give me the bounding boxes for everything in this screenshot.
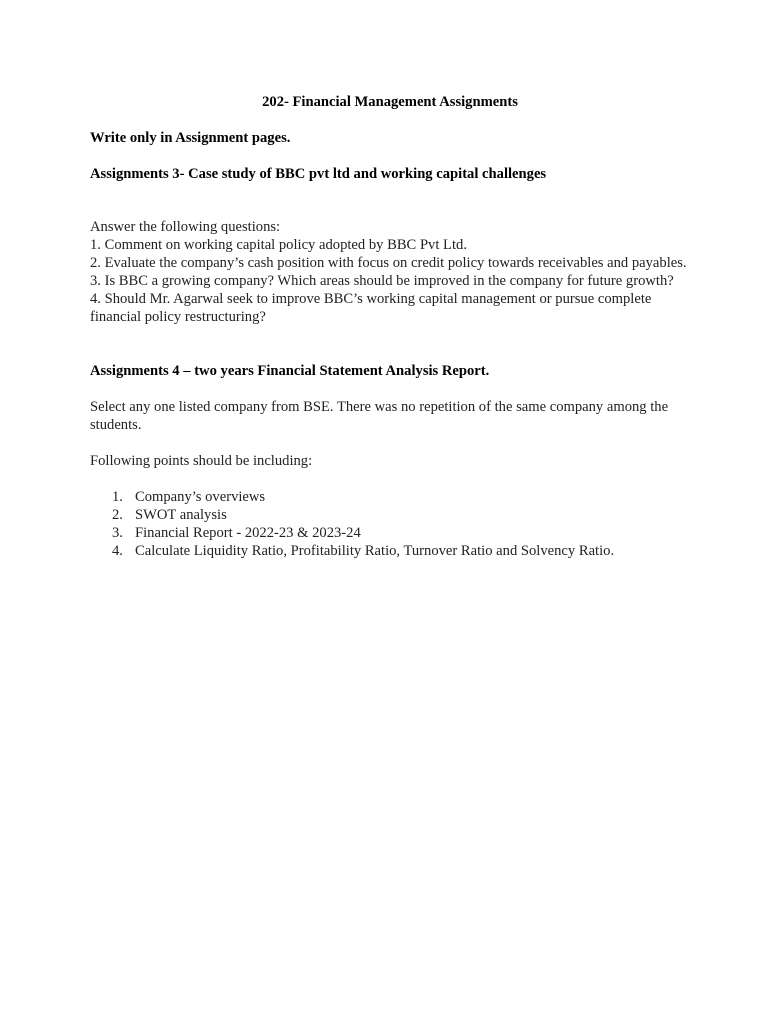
assignment4-description: Select any one listed company from BSE. There was no repetition of the same company among the students. [90,399,669,433]
assignment3-question: 3. Is BBC a growing company? Which areas should be improved in the company for future growth? [90,273,674,289]
list-item-text: Calculate Liquidity Ratio, Profitability Ratio, Turnover Ratio and Solvency Ratio. [135,543,615,559]
list-item-text: Financial Report - 2022-23 & 2023-24 [135,525,361,541]
assignment3-question: 2. Evaluate the company’s cash position with focus on credit policy towards receivables and payables. [90,255,687,271]
list-item-number: 3. [112,525,123,541]
list-item [90,506,690,524]
list-item-text: SWOT analysis [135,507,227,523]
assignment4-points-list [90,488,690,560]
list-item [90,488,690,506]
list-item-number: 1. [112,489,123,505]
assignment3-question: 1. Comment on working capital policy adopted by BBC Pvt Ltd. [90,237,467,253]
instruction-text: Write only in Assignment pages. [90,130,291,146]
document-page [90,93,690,560]
list-item-number: 4. [112,543,123,559]
assignment3-intro: Answer the following questions: [90,219,281,235]
list-item [90,542,690,560]
document-title: 202- Financial Management Assignments [262,94,518,110]
assignment3-question: 4. Should Mr. Agarwal seek to improve BBC’s working capital management or pursue complete financial policy restructuring? [90,291,652,325]
list-item [90,524,690,542]
assignment4-points-intro: Following points should be including: [90,453,313,469]
assignment3-heading: Assignments 3- Case study of BBC pvt ltd and working capital challenges [90,166,547,182]
assignment4-heading: Assignments 4 – two years Financial Statement Analysis Report. [90,363,490,379]
list-item-text: Company’s overviews [135,489,266,505]
list-item-number: 2. [112,507,123,523]
